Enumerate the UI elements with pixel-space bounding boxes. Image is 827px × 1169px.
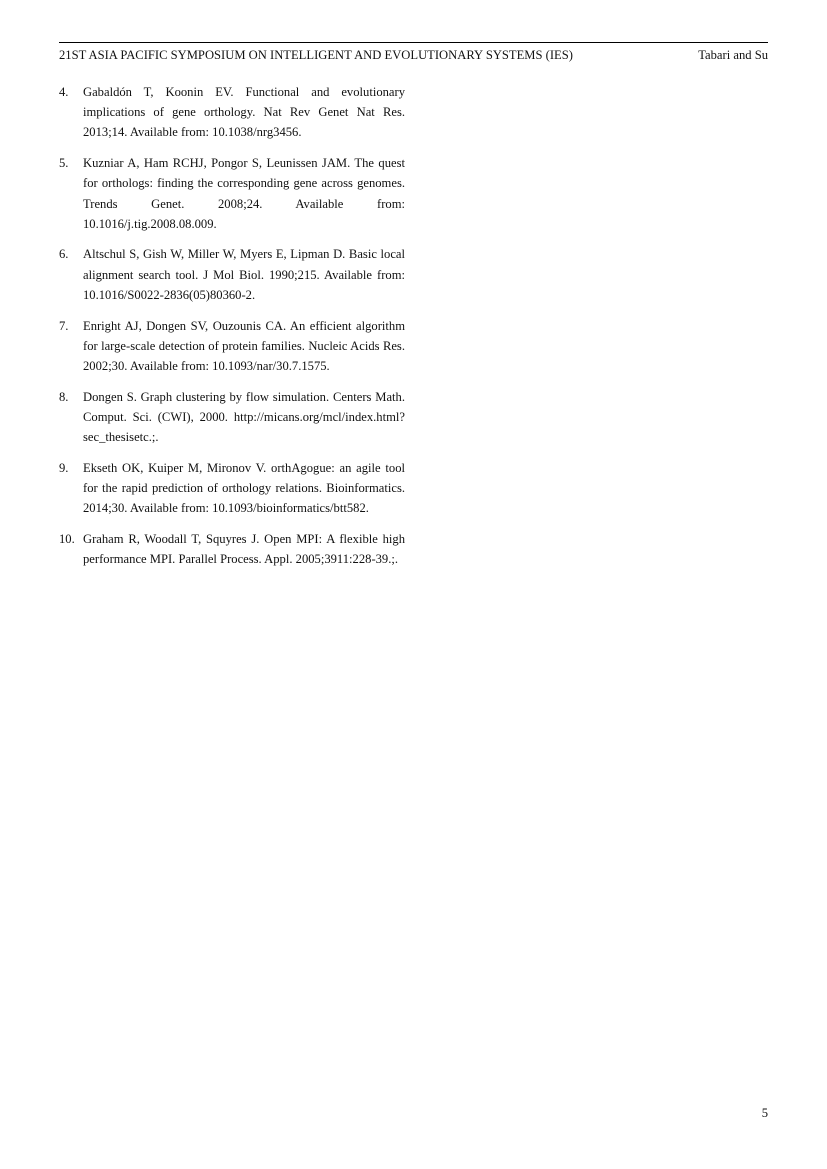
reference-text: Graham R, Woodall T, Squyres J. Open MPI: A flexible high performance MPI. Parallel Process. Appl. 2005;3911:228-39.;. [83,531,405,567]
reference-item [59,244,405,305]
header-rule [59,42,768,43]
reference-number: 7. [59,318,69,333]
reference-number: 4. [59,85,69,99]
reference-text: Gabaldón T, Koonin EV. Functional and evolutionary implications of gene orthology. Nat Rev Genet Nat Res. 2013;14. Available from: 10.1038/nrg3456. [83,85,405,140]
reference-number: 8. [59,389,69,404]
reference-text: Kuzniar A, Ham RCHJ, Pongor S, Leunissen JAM. The quest for orthologs: finding the corresponding gene across genomes. Trends Genet. 2008;24. Available from: 10.1016/j.tig.2008.08.009. [83,156,405,231]
reference-item [59,387,405,448]
reference-list [59,82,405,580]
reference-number: 10. [59,531,75,546]
running-header [59,46,768,64]
reference-item [59,153,405,234]
page-number: 5 [761,1106,768,1120]
reference-item [59,316,405,377]
reference-number: 9. [59,460,69,475]
reference-text: Enright AJ, Dongen SV, Ouzounis CA. An efficient algorithm for large-scale detection of protein families. Nucleic Acids Res. 2002;30. Available from: 10.1093/nar/30.7.1575. [83,318,405,373]
reference-item [59,458,405,519]
conference-title: 21ST ASIA PACIFIC SYMPOSIUM ON INTELLIGENT AND EVOLUTIONARY SYSTEMS (IES) [59,48,573,62]
reference-number: 6. [59,247,69,262]
reference-item [59,529,405,569]
author-names: Tabari and Su [698,48,768,62]
reference-text: Dongen S. Graph clustering by flow simulation. Centers Math. Comput. Sci. (CWI), 2000. http://micans.org/mcl/index.html?sec_thesisetc.;. [83,389,405,445]
reference-text: Altschul S, Gish W, Miller W, Myers E, Lipman D. Basic local alignment search tool. J Mol Biol. 1990;215. Available from: 10.1016/S0022-2836(05)80360-2. [83,247,405,302]
reference-item [59,82,405,143]
reference-number: 5. [59,156,69,171]
reference-text: Ekseth OK, Kuiper M, Mironov V. orthAgogue: an agile tool for the rapid prediction of orthology relations. Bioinformatics. 2014;30. Available from: 10.1093/bioinformatics/btt582. [83,460,405,516]
